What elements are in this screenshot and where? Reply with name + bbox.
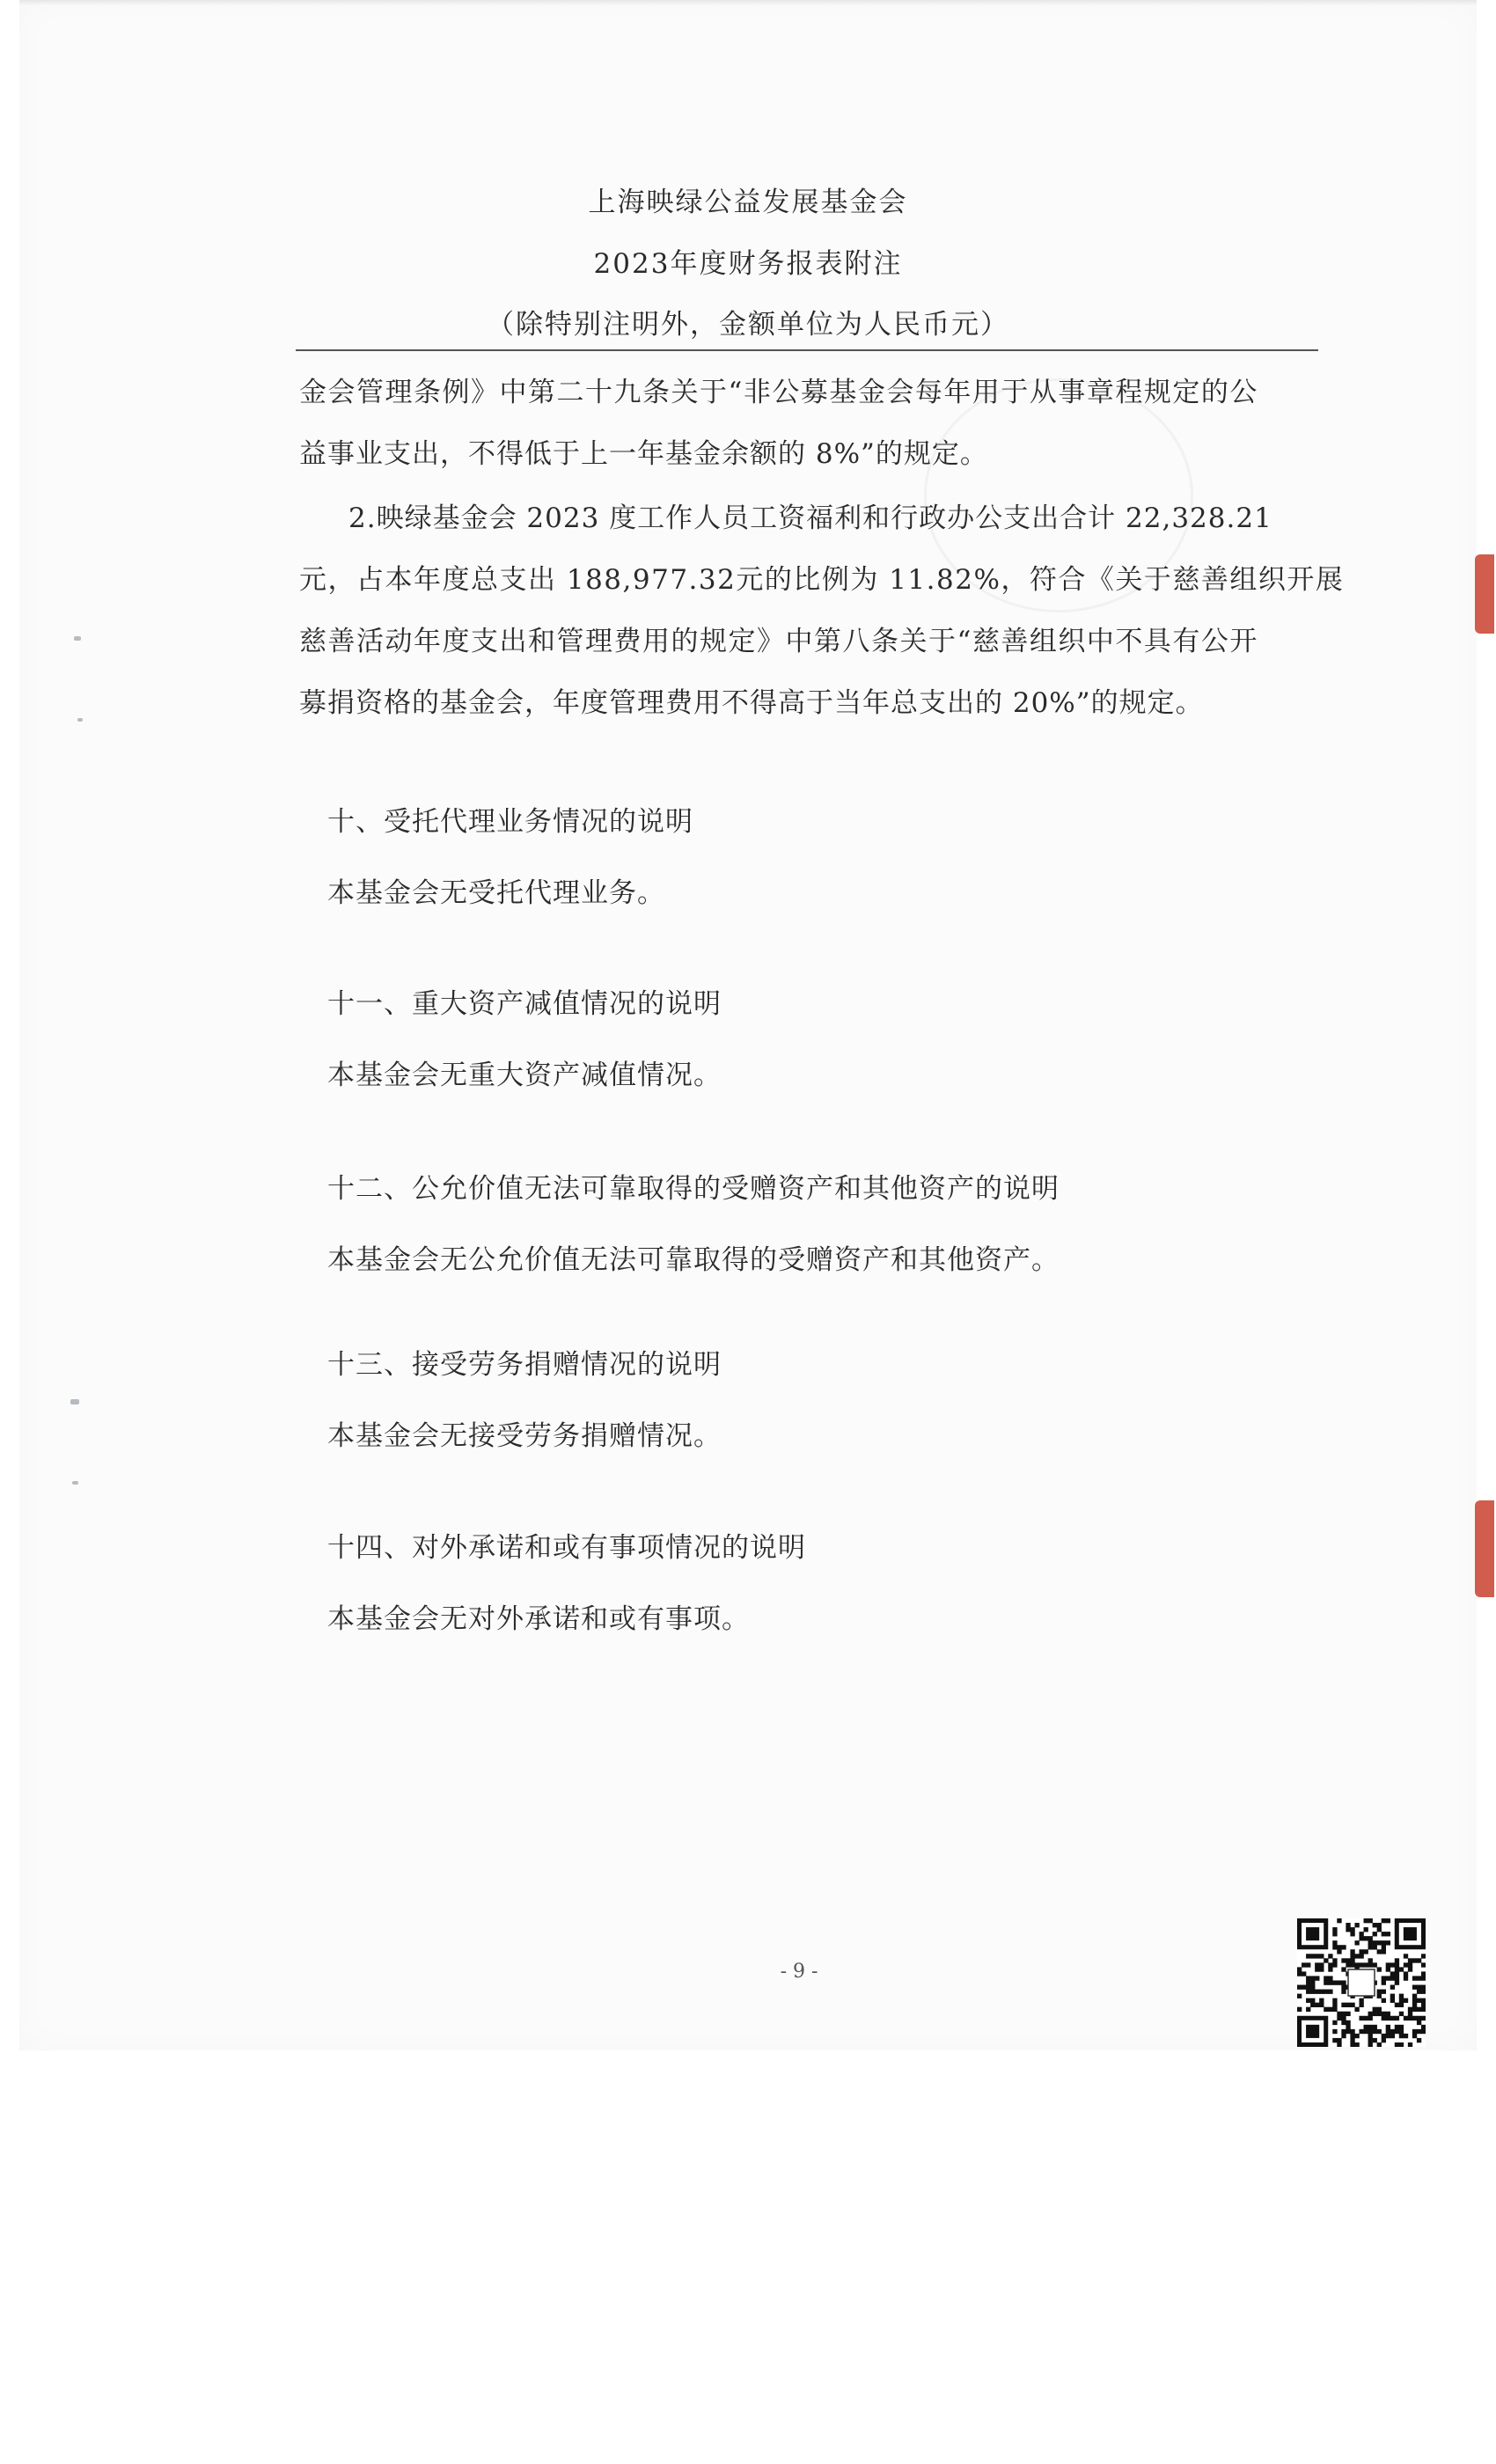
qr-code-icon [1297, 1918, 1426, 2047]
page-number: - 9 - [780, 1961, 818, 1983]
section-fair-value-assets [327, 1166, 1060, 1277]
header-divider [296, 349, 1318, 351]
paragraph-line: 元，占本年度总支出 188,977.32元的比例为 11.82%，符合《关于慈善组织开展 [299, 564, 1345, 596]
paragraph-line: 益事业支出，不得低于上一年基金余额的 8%”的规定。 [299, 438, 988, 470]
organization-name: 上海映绿公益发展基金会 [588, 187, 908, 218]
section-title: 十三、接受劳务捐赠情况的说明 [327, 1349, 722, 1381]
section-title: 十二、公允价值无法可靠取得的受赠资产和其他资产的说明 [327, 1173, 1060, 1205]
scan-artifact [77, 718, 83, 722]
section-body: 本基金会无重大资产减值情况。 [327, 1060, 722, 1091]
section-body: 本基金会无对外承诺和或有事项。 [327, 1603, 750, 1635]
section-body: 本基金会无受托代理业务。 [327, 877, 665, 909]
paragraph-line: 2.映绿基金会 2023 度工作人员工资福利和行政办公支出合计 22,328.21 [348, 502, 1272, 534]
section-asset-impairment [327, 981, 722, 1092]
section-labor-donation [327, 1342, 722, 1453]
scan-artifact [70, 1399, 79, 1404]
scan-edge [19, 0, 1477, 5]
section-title: 十一、重大资产减值情况的说明 [327, 988, 722, 1020]
section-title: 十四、对外承诺和或有事项情况的说明 [327, 1532, 806, 1564]
paragraph-line: 募捐资格的基金会，年度管理费用不得高于当年总支出的 20%”的规定。 [299, 687, 1204, 719]
unit-note: （除特别注明外，金额单位为人民币元） [487, 309, 1009, 341]
section-entrusted-agency [327, 799, 693, 910]
section-body: 本基金会无接受劳务捐赠情况。 [327, 1420, 722, 1452]
scan-artifact [72, 1481, 78, 1485]
seal-stamp-edge [1475, 554, 1494, 634]
section-body: 本基金会无公允价值无法可靠取得的受赠资产和其他资产。 [327, 1244, 1060, 1276]
report-title: 2023年度财务报表附注 [593, 248, 903, 280]
seal-stamp-edge [1475, 1500, 1494, 1597]
scan-artifact [74, 636, 81, 641]
paragraph-line: 金会管理条例》中第二十九条关于“非公募基金会每年用于从事章程规定的公 [299, 377, 1258, 408]
section-title: 十、受托代理业务情况的说明 [327, 806, 693, 838]
paragraph-line: 慈善活动年度支出和管理费用的规定》中第八条关于“慈善组织中不具有公开 [299, 626, 1258, 657]
section-commitments-contingencies [327, 1525, 806, 1636]
